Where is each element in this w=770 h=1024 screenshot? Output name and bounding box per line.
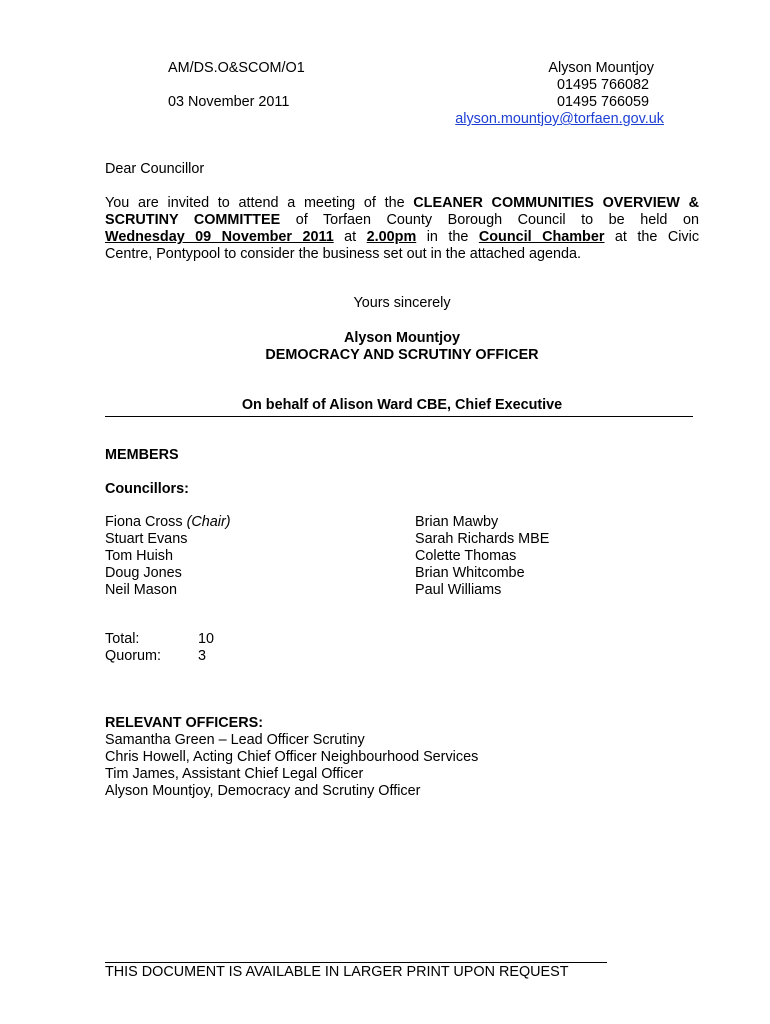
councillor-item: Colette Thomas xyxy=(415,548,517,564)
officer-item: Samantha Green – Lead Officer Scrutiny xyxy=(105,732,365,748)
councillors-heading: Councillors: xyxy=(105,481,189,497)
chair-role: (Chair) xyxy=(186,514,231,530)
invitation-line xyxy=(105,246,699,263)
officers-list xyxy=(105,732,478,800)
councillor-item: Brian Whitcombe xyxy=(415,565,525,581)
committee-name: CLEANER COMMUNITIES OVERVIEW & xyxy=(413,195,699,211)
officer-item: Tim James, Assistant Chief Legal Officer xyxy=(105,766,364,782)
invitation-text: at xyxy=(333,229,367,245)
invitation-text: in the xyxy=(416,229,479,245)
divider xyxy=(105,416,693,417)
footer-divider xyxy=(105,962,607,963)
councillor-item: Neil Mason xyxy=(105,582,177,598)
letter-date: 03 November 2011 xyxy=(168,94,290,110)
large-print-notice: THIS DOCUMENT IS AVAILABLE IN LARGER PRINT UPON REQUEST xyxy=(105,964,569,980)
meeting-time: 2.00pm xyxy=(366,229,417,245)
officer-item: Chris Howell, Acting Chief Officer Neighbourhood Services xyxy=(105,749,479,765)
contact-phone-2: 01495 766059 xyxy=(556,94,649,110)
councillor-chair xyxy=(105,514,231,531)
signatory-name: Alyson Mountjoy xyxy=(344,330,460,346)
signatory-title: DEMOCRACY AND SCRUTINY OFFICER xyxy=(265,347,539,363)
quorum-label: Quorum: xyxy=(105,648,161,664)
closing: Yours sincerely xyxy=(353,295,451,311)
councillor-item: Brian Mawby xyxy=(415,514,499,530)
contact-email-link[interactable]: alyson.mountjoy@torfaen.gov.uk xyxy=(455,111,664,127)
councillors-right-column xyxy=(415,514,549,599)
quorum-value: 3 xyxy=(198,648,207,664)
total-value: 10 xyxy=(198,631,215,647)
councillor-item: Paul Williams xyxy=(415,582,502,598)
members-heading: MEMBERS xyxy=(105,447,179,463)
committee-name: SCRUTINY COMMITTEE xyxy=(105,212,281,228)
invitation-text: at the Civic xyxy=(604,229,700,245)
councillor-item: Stuart Evans xyxy=(105,531,188,547)
councillors-left-column xyxy=(105,514,231,599)
meeting-date: Wednesday 09 November 2011 xyxy=(105,229,334,245)
salutation: Dear Councillor xyxy=(105,161,205,177)
reference-number: AM/DS.O&SCOM/O1 xyxy=(168,60,305,76)
contact-name: Alyson Mountjoy xyxy=(548,60,654,76)
invitation-line xyxy=(105,212,699,229)
invitation-text: Centre, Pontypool to consider the business set out in the attached agenda. xyxy=(105,246,582,262)
invitation-paragraph xyxy=(105,195,699,263)
councillor-item: Doug Jones xyxy=(105,565,182,581)
invitation-text: of Torfaen County Borough Council to be held on xyxy=(280,212,699,228)
officer-item: Alyson Mountjoy, Democracy and Scrutiny Officer xyxy=(105,783,421,799)
total-label: Total: xyxy=(105,631,140,647)
invitation-text: You are invited to attend a meeting of the xyxy=(105,195,414,211)
officers-heading: RELEVANT OFFICERS: xyxy=(105,715,264,731)
councillor-item: Sarah Richards MBE xyxy=(415,531,550,547)
councillor-name: Fiona Cross xyxy=(105,514,187,530)
on-behalf-line: On behalf of Alison Ward CBE, Chief Executive xyxy=(241,397,563,413)
councillor-item: Tom Huish xyxy=(105,548,173,564)
contact-phone-1: 01495 766082 xyxy=(556,77,649,93)
invitation-line xyxy=(105,229,699,246)
meeting-venue: Council Chamber xyxy=(478,229,605,245)
invitation-line xyxy=(105,195,699,212)
